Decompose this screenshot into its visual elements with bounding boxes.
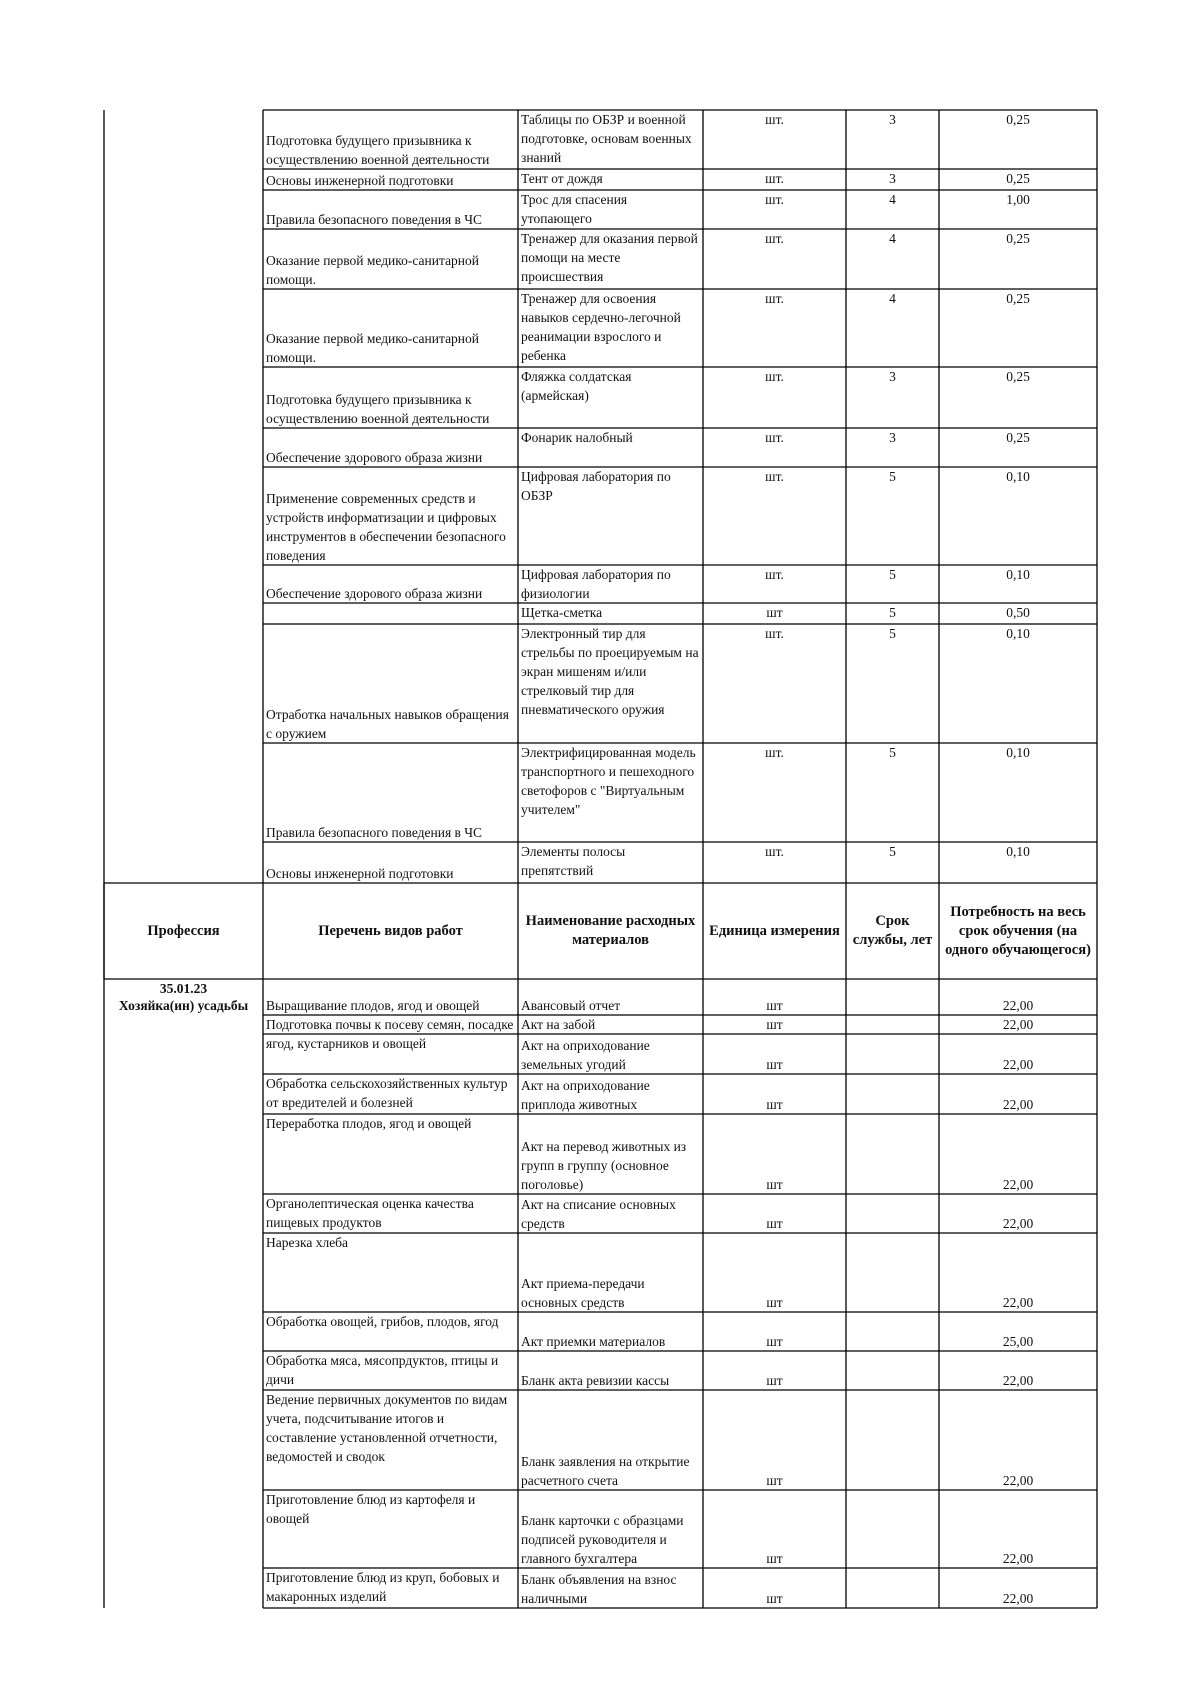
quantity-cell: 22,00	[1002, 1057, 1034, 1072]
material-name-cell: Акт на оприходование приплода животных	[521, 1078, 650, 1112]
service-life-cell: 4	[889, 291, 896, 306]
service-life-cell: 3	[889, 112, 896, 127]
unit-cell: шт.	[765, 171, 784, 186]
material-name-cell: Бланк объявления на взнос наличными	[521, 1572, 677, 1606]
material-name-cell: Бланк карточки с образцами подписей руководителя и главного бухгалтера	[521, 1513, 684, 1566]
service-life-cell	[846, 1351, 939, 1390]
service-life-cell	[846, 1194, 939, 1233]
unit-cell: шт	[766, 1057, 783, 1072]
profession-name: Хозяйка(ин) усадьбы	[118, 998, 249, 1013]
work-type-cell: Основы инженерной подготовки	[266, 866, 454, 881]
unit-cell: шт.	[765, 626, 784, 641]
material-name-cell: Акт приемки материалов	[521, 1334, 666, 1349]
quantity-cell: 22,00	[1002, 1591, 1034, 1606]
material-name-cell: Акт на перевод животных из групп в группу (основное поголовье)	[521, 1139, 687, 1192]
work-type-cell: Оказание первой медико-санитарной помощи.	[266, 331, 480, 365]
unit-cell: шт	[766, 605, 783, 620]
work-type-cell: Переработка плодов, ягод и овощей	[266, 1116, 472, 1131]
quantity-cell: 0,25	[1006, 231, 1030, 246]
quantity-cell: 22,00	[1002, 998, 1034, 1013]
unit-cell: шт	[766, 1017, 783, 1032]
work-type-cell: Применение современных средств и устройств информатизации и цифровых инструментов в обеспечении безопасного поведения	[266, 491, 506, 563]
quantity-cell: 22,00	[1002, 1295, 1034, 1310]
work-type-cell: Подготовка будущего призывника к осуществлению военной деятельности	[266, 392, 490, 426]
equipment-name-cell: Цифровая лаборатория по ОБЗР	[521, 469, 671, 503]
work-type-cell: Правила безопасного поведения в ЧС	[266, 212, 483, 227]
work-type-cell: Обработка овощей, грибов, плодов, ягод	[266, 1314, 499, 1329]
unit-cell: шт	[766, 1216, 783, 1231]
column-header-unit: Единица измерения	[709, 922, 840, 939]
service-life-cell	[846, 1233, 939, 1312]
equipment-name-cell: Фляжка солдатская (армейская)	[521, 369, 632, 403]
material-name-cell: Бланк заявления на открытие расчетного счета	[521, 1454, 690, 1488]
service-life-cell: 3	[889, 430, 896, 445]
quantity-cell: 0,25	[1006, 369, 1030, 384]
material-name-cell: Акт на списание основных средств	[521, 1197, 676, 1231]
unit-cell: шт	[766, 1295, 783, 1310]
material-name-cell: Акт на оприходование земельных угодий	[521, 1038, 650, 1072]
unit-cell: шт.	[765, 112, 784, 127]
service-life-cell	[846, 1114, 939, 1194]
equipment-name-cell: Тент от дождя	[521, 171, 603, 186]
service-life-cell	[846, 1074, 939, 1114]
service-life-cell: 5	[889, 745, 896, 760]
equipment-name-cell: Электрифицированная модель транспортного и пешеходного светофоров с "Виртуальным учителем"	[521, 745, 696, 817]
quantity-cell: 22,00	[1002, 1177, 1034, 1192]
quantity-cell: 1,00	[1006, 192, 1030, 207]
quantity-cell: 0,25	[1006, 291, 1030, 306]
quantity-cell: 22,00	[1002, 1097, 1034, 1112]
service-life-cell	[846, 1034, 939, 1074]
work-type-cell: Обработка сельскохозяйственных культур от вредителей и болезней	[266, 1076, 508, 1110]
unit-cell: шт.	[765, 430, 784, 445]
quantity-cell: 0,25	[1006, 430, 1030, 445]
column-header-profession: Профессия	[147, 922, 220, 939]
service-life-cell: 5	[889, 844, 896, 859]
quantity-cell: 0,50	[1006, 605, 1030, 620]
material-name-cell: Бланк акта ревизии кассы	[521, 1373, 670, 1388]
quantity-cell: 0,10	[1006, 469, 1030, 484]
equipment-name-cell: Щетка-сметка	[521, 605, 603, 620]
service-life-cell: 5	[889, 469, 896, 484]
equipment-name-cell: Трос для спасения утопающего	[521, 192, 628, 226]
service-life-cell	[846, 1568, 939, 1608]
work-type-cell: Оказание первой медико-санитарной помощи.	[266, 253, 480, 287]
work-type-cell: Обеспечение здорового образа жизни	[266, 450, 483, 465]
equipment-name-cell: Таблицы по ОБЗР и военной подготовке, основам военных знаний	[521, 112, 692, 165]
equipment-name-cell: Тренажер для оказания первой помощи на месте происшествия	[521, 231, 698, 284]
column-header-works: Перечень видов работ	[318, 922, 463, 939]
equipment-name-cell: Фонарик налобный	[521, 430, 633, 445]
equipment-name-cell: Цифровая лаборатория по физиологии	[521, 567, 671, 601]
material-name-cell: Авансовый отчет	[521, 998, 621, 1013]
material-name-cell: Акт приема-передачи основных средств	[521, 1276, 645, 1310]
unit-cell: шт.	[765, 567, 784, 582]
work-type-cell: Органолептическая оценка качества пищевых продуктов	[266, 1196, 474, 1230]
quantity-cell: 22,00	[1002, 1017, 1034, 1032]
service-life-cell: 5	[889, 605, 896, 620]
work-type-cell: Основы инженерной подготовки	[266, 173, 454, 188]
quantity-cell: 22,00	[1002, 1473, 1034, 1488]
work-type-cell: Отработка начальных навыков обращения с оружием	[266, 707, 509, 741]
service-life-cell: 4	[889, 192, 896, 207]
unit-cell: шт	[766, 1551, 783, 1566]
unit-cell: шт	[766, 1177, 783, 1192]
equipment-name-cell: Электронный тир для стрельбы по проецируемым на экран мишеням и/или стрелковый тир для пневматического оружия	[521, 626, 699, 717]
equipment-name-cell: Тренажер для освоения навыков сердечно-легочной реанимации взрослого и ребенка	[521, 291, 681, 363]
unit-cell: шт	[766, 1591, 783, 1606]
work-type-cell: Приготовление блюд из круп, бобовых и макаронных изделий	[266, 1570, 500, 1604]
work-type-cell: Обеспечение здорового образа жизни	[266, 586, 483, 601]
service-life-cell	[846, 1390, 939, 1490]
work-type-cell: Ведение первичных документов по видам учета, подсчитывание итогов и составление установленной отчетности, ведомостей и сводок	[266, 1392, 508, 1464]
quantity-cell: 0,10	[1006, 745, 1030, 760]
work-type-cell: Подготовка почвы к посеву семян, посадке ягод, кустарников и овощей	[266, 1017, 514, 1051]
quantity-cell: 0,25	[1006, 112, 1030, 127]
service-life-cell: 3	[889, 369, 896, 384]
column-header-need: Потребность на весь срок обучения (на одного обучающегося)	[945, 903, 1091, 958]
quantity-cell: 0,10	[1006, 626, 1030, 641]
work-type-cell	[263, 603, 518, 624]
service-life-cell	[846, 1490, 939, 1568]
profession-code: 35.01.23	[159, 981, 208, 996]
service-life-cell: 5	[889, 567, 896, 582]
quantity-cell: 0,10	[1006, 567, 1030, 582]
service-life-cell	[846, 1312, 939, 1351]
work-type-cell: Обработка мяса, мясопрдуктов, птицы и дичи	[266, 1353, 499, 1387]
work-type-cell: Нарезка хлеба	[266, 1235, 349, 1250]
material-name-cell: Акт на забой	[521, 1017, 596, 1032]
work-type-cell: Подготовка будущего призывника к осуществлению военной деятельности	[266, 133, 490, 167]
unit-cell: шт.	[765, 745, 784, 760]
unit-cell: шт	[766, 1473, 783, 1488]
service-life-cell: 3	[889, 171, 896, 186]
unit-cell: шт.	[765, 231, 784, 246]
unit-cell: шт.	[765, 291, 784, 306]
unit-cell: шт.	[765, 192, 784, 207]
work-type-cell: Выращивание плодов, ягод и овощей	[266, 998, 480, 1013]
unit-cell: шт	[766, 998, 783, 1013]
unit-cell: шт.	[765, 844, 784, 859]
quantity-cell: 0,10	[1006, 844, 1030, 859]
equipment-name-cell: Элементы полосы препятствий	[521, 844, 626, 878]
service-life-cell: 5	[889, 626, 896, 641]
quantity-cell: 22,00	[1002, 1373, 1034, 1388]
unit-cell: шт	[766, 1334, 783, 1349]
quantity-cell: 22,00	[1002, 1551, 1034, 1566]
unit-cell: шт	[766, 1097, 783, 1112]
unit-cell: шт.	[765, 369, 784, 384]
column-header-materials: Наименование расходных материалов	[525, 913, 696, 948]
quantity-cell: 22,00	[1002, 1216, 1034, 1231]
column-header-life: Срок службы, лет	[852, 913, 933, 948]
unit-cell: шт.	[765, 469, 784, 484]
service-life-cell	[846, 1015, 939, 1034]
service-life-cell: 4	[889, 231, 896, 246]
work-type-cell: Приготовление блюд из картофеля и овощей	[266, 1492, 476, 1526]
service-life-cell	[846, 979, 939, 1015]
unit-cell: шт	[766, 1373, 783, 1388]
quantity-cell: 0,25	[1006, 171, 1030, 186]
work-type-cell: Правила безопасного поведения в ЧС	[266, 825, 483, 840]
work-type-cell	[263, 1034, 518, 1074]
quantity-cell: 25,00	[1002, 1334, 1034, 1349]
